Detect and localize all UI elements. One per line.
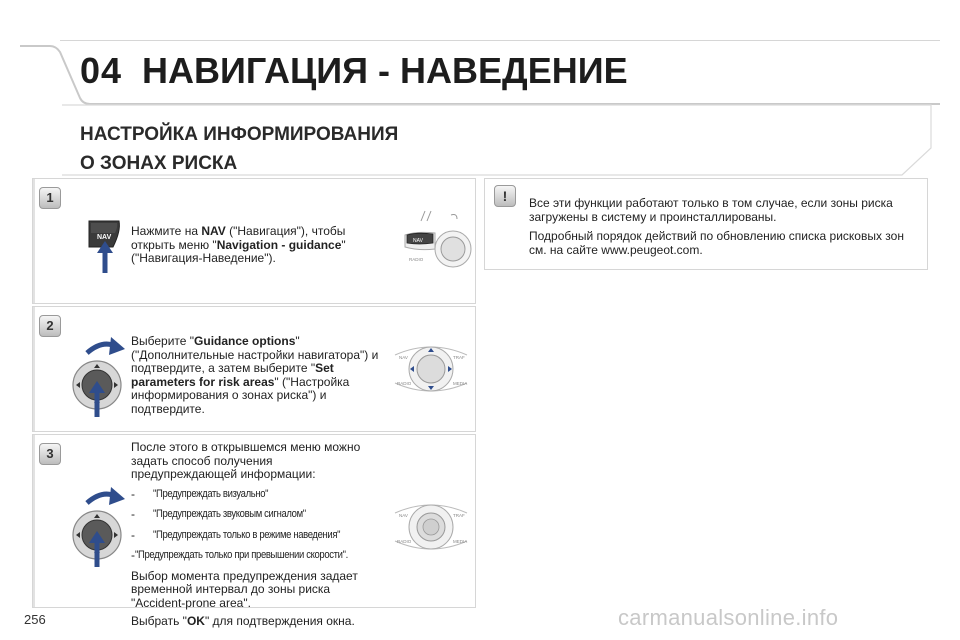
warning-paragraph-2: Подробный порядок действий по обновлению списка рисковых зон см. на сайте www.peugeot.com. [529,229,904,257]
control-panel-partial-icon [395,207,475,279]
step-1-badge: 1 [39,187,61,209]
step-2-badge: 2 [39,315,61,337]
rotary-knob-press-icon [67,331,133,419]
rotary-knob-press-icon [67,481,133,569]
nav-button-press-icon [85,217,125,275]
svg-text:MEDIA: MEDIA [453,539,468,544]
nav-button-label: NAV [97,234,112,241]
step-2-text: Выберите "Guidance options" ("Дополнительные настройки навигатора") и подтвердите, а затем выберите "Set parameters for risk areas" ("Настройка информирования о зонах риска") и подтвердите. [131,334,379,416]
svg-text:RADIO: RADIO [397,539,412,544]
chapter-title: НАВИГАЦИЯ - НАВЕДЕНИЕ [142,50,628,91]
page-number: 256 [24,612,46,627]
warning-panel [484,178,928,270]
panel-nav-label: NAV [413,238,423,244]
step-2-panel [32,306,476,432]
chapter-number: 04 [80,50,123,91]
panel-radio-label: RADIO [409,257,424,262]
svg-text:NAV: NAV [399,355,408,360]
control-panel-icon [391,487,471,567]
section-title [80,120,398,178]
step-3-badge: 3 [39,443,61,465]
svg-text:TRAF: TRAF [453,355,465,360]
step-3-text [131,441,381,629]
step-3-intro: После этого в открывшемся меню можно задать способ получения предупреждающей информации: [131,440,361,481]
step-1-panel [32,178,476,304]
warning-mode-list [131,488,381,563]
svg-text:TRAF: TRAF [453,513,465,518]
list-item: - "Предупреждать только в режиме наведения" [131,527,341,542]
list-item: - "Предупреждать только при превышении скорости". [131,548,348,562]
list-item: - "Предупреждать визуально" [131,486,269,501]
step-3-confirm: Выбрать "OK" для подтверждения окна. [131,614,355,628]
control-panel-icon [391,329,471,409]
section-title-line-2: О ЗОНАХ РИСКА [80,153,238,174]
svg-text:RADIO: RADIO [397,381,412,386]
step-1-text: Нажмите на NAV ("Навигация"), чтобы открыть меню "Navigation - guidance" ("Навигация-Наведение"). [131,224,346,265]
warning-text [529,197,921,263]
step-3-outro: Выбор момента предупреждения задает временной интервал до зоны риска "Accident-prone area". [131,568,358,610]
watermark: carmanualsonline.info [618,605,839,630]
warning-paragraph-1: Все эти функции работают только в том случае, если зоны риска загружены в систему и проинсталлированы. [529,196,893,224]
svg-text:MEDIA: MEDIA [453,381,468,386]
list-item: - "Предупреждать звуковым сигналом" [131,507,306,521]
svg-text:NAV: NAV [399,513,408,518]
warning-icon: ! [494,185,516,207]
section-title-line-1: НАСТРОЙКА ИНФОРМИРОВАНИЯ [80,124,399,145]
